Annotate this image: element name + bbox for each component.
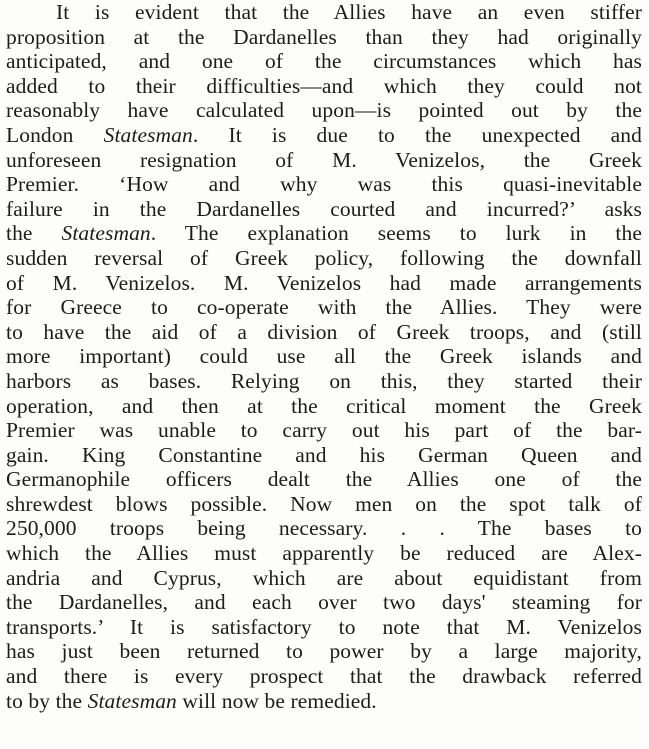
text-segment: It is evident that the Allies have an even stiffer bbox=[56, 0, 642, 24]
text-line bbox=[6, 615, 642, 640]
text-line bbox=[6, 443, 642, 468]
text-line bbox=[6, 271, 642, 296]
text-segment: the Dardanelles, and each over two days' steaming for bbox=[6, 590, 642, 615]
text-line bbox=[6, 689, 642, 714]
text-segment: proposition at the Dardanelles than they had originally bbox=[6, 24, 642, 49]
text-segment: to have the aid of a division of Greek troops, and (still bbox=[6, 319, 642, 344]
text-segment: and there is every prospect that the drawback referred bbox=[6, 664, 642, 689]
text-line bbox=[6, 394, 642, 419]
text-line bbox=[6, 74, 642, 99]
text-segment: for Greece to co-operate with the Allies. They were bbox=[6, 295, 642, 320]
text-line bbox=[6, 418, 642, 443]
text-line bbox=[6, 221, 642, 246]
text-line bbox=[6, 49, 642, 74]
text-segment: added to their difficulties—and which they could not bbox=[6, 73, 642, 98]
article-paragraph bbox=[6, 0, 642, 713]
text-line bbox=[6, 0, 642, 25]
text-line bbox=[6, 664, 642, 689]
text-segment: which the Allies must apparently be reduced are Alex- bbox=[6, 541, 642, 566]
text-segment: the bbox=[6, 221, 62, 246]
text-segment: will now be remedied. bbox=[176, 688, 377, 713]
text-line bbox=[6, 320, 642, 345]
text-segment: unforeseen resignation of M. Venizelos, the Greek bbox=[6, 147, 642, 172]
text-segment: of M. Venizelos. M. Venizelos had made arrangements bbox=[6, 270, 642, 295]
text-segment: Premier was unable to carry out his part of the bar- bbox=[6, 418, 642, 443]
text-segment: failure in the Dardanelles courted and incurred?’ asks bbox=[6, 196, 642, 221]
text-segment: reasonably have calculated upon—is pointed out by the bbox=[6, 98, 642, 123]
text-line bbox=[6, 516, 642, 541]
text-line bbox=[6, 467, 642, 492]
text-line bbox=[6, 148, 642, 173]
text-segment: andria and Cyprus, which are about equidistant from bbox=[6, 565, 642, 590]
text-segment: Premier. ‘How and why was this quasi-inevitable bbox=[6, 172, 642, 197]
text-segment: 250,000 troops being necessary. . . The bases to bbox=[6, 516, 642, 541]
text-segment: gain. King Constantine and his German Queen and bbox=[6, 442, 642, 467]
text-segment: . It is due to the unexpected and bbox=[192, 122, 642, 147]
text-segment: sudden reversal of Greek policy, following the downfall bbox=[6, 245, 642, 270]
text-segment: . The explanation seems to lurk in the bbox=[150, 221, 642, 246]
text-line bbox=[6, 172, 642, 197]
text-segment: to by the bbox=[6, 688, 88, 713]
text-line bbox=[6, 295, 642, 320]
text-segment: Germanophile officers dealt the Allies one of the bbox=[6, 467, 642, 492]
text-segment: harbors as bases. Relying on this, they started their bbox=[6, 368, 642, 393]
text-segment: more important) could use all the Greek islands and bbox=[6, 344, 642, 369]
text-line bbox=[6, 639, 642, 664]
text-line bbox=[6, 492, 642, 517]
text-segment: anticipated, and one of the circumstances which has bbox=[6, 49, 642, 74]
text-line bbox=[6, 25, 642, 50]
text-line bbox=[6, 344, 642, 369]
italic-publication-name: Statesman bbox=[61, 221, 151, 246]
text-line bbox=[6, 197, 642, 222]
text-segment: shrewdest blows possible. Now men on the spot talk of bbox=[6, 491, 642, 516]
italic-publication-name: Statesman bbox=[87, 688, 177, 713]
text-segment: operation, and then at the critical moment the Greek bbox=[6, 393, 642, 418]
text-line bbox=[6, 123, 642, 148]
text-line bbox=[6, 98, 642, 123]
text-line bbox=[6, 566, 642, 591]
text-line bbox=[6, 590, 642, 615]
text-segment: London bbox=[6, 122, 104, 147]
text-line bbox=[6, 246, 642, 271]
text-line bbox=[6, 369, 642, 394]
text-segment: transports.’ It is satisfactory to note that M. Venizelos bbox=[6, 614, 642, 639]
italic-publication-name: Statesman bbox=[103, 122, 193, 147]
text-line bbox=[6, 541, 642, 566]
text-segment: has just been returned to power by a large majority, bbox=[6, 639, 642, 664]
